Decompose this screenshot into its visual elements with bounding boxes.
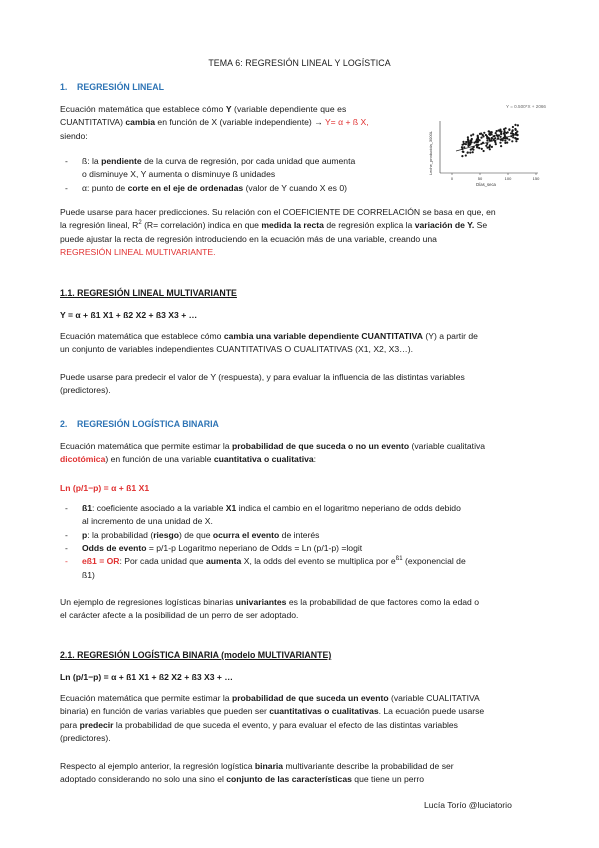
scatter-point	[504, 142, 506, 144]
list-item: - Odds de evento = p/1-p Logaritmo neperiano de Odds = Ln (p/1-p) =logit	[65, 542, 363, 553]
scatter-point	[472, 151, 474, 153]
scatter-point	[461, 155, 463, 157]
scatter-point	[512, 126, 514, 128]
list-item: - ß: la pendiente de la curva de regresión, por cada unidad que aumenta o disminuye X, Y aumenta o disminuye ß unidades	[65, 156, 356, 180]
scatter-point	[472, 133, 474, 135]
section-title: REGRESIÓN LINEAL	[77, 82, 164, 92]
scatter-point	[500, 133, 502, 135]
scatter-point	[479, 133, 481, 135]
section-2-1-paragraph: Ecuación matemática que permite estimar la probabilidad de que suceda un evento (variable CUALITATIVA binaria) en función de varias variables que pueden ser cuantitativas o cualitativas. La ecuación puede usarse para predecir la probabilidad de que suceda el evento, y para evaluar el efecto de las distintas variables (predictores).	[60, 693, 485, 743]
section-1-intro	[60, 103, 412, 143]
scatter-point	[495, 143, 497, 145]
section-2-1-paragraph-2: Respecto al ejemplo anterior, la regresión logística binaria multivariante describe la probabilidad de ser adoptado considerando no solo una sino el conjunto de las características que tiene un perro	[60, 761, 454, 785]
scatter-point	[465, 143, 467, 145]
author-footer: Lucía Torío @luciatorio	[424, 800, 512, 810]
scatter-point	[467, 151, 469, 153]
scatter-point	[500, 131, 502, 133]
section-2-example: Un ejemplo de regresiones logísticas binarias univariantes es la probabilidad de que factores como la edad o el carácter afecte a la posibilidad de un perro de ser adoptado.	[60, 597, 479, 621]
text-line: CUANTITATIVA) cambia en función de X (variable independiente) → Y= α + ß X,	[60, 117, 369, 128]
scatter-point	[486, 147, 488, 149]
section-1-1-heading: 1.1. REGRESIÓN LINEAL MULTIVARIANTE	[60, 288, 237, 298]
scatter-point	[491, 146, 493, 148]
scatter-point	[486, 143, 488, 145]
section-2-1-heading: 2.1. REGRESIÓN LOGÍSTICA BINARIA (modelo MULTIVARIANTE)	[60, 650, 332, 660]
scatter-point	[511, 140, 513, 142]
scatter-point	[462, 141, 464, 143]
document-title: TEMA 6: REGRESIÓN LINEAL Y LOGÍSTICA	[208, 58, 391, 68]
scatter-plot-figure	[420, 101, 552, 193]
scatter-point	[472, 149, 474, 151]
x-tick-label: 100	[504, 176, 512, 181]
list-item: - eß1 = OR: Por cada unidad que aumenta X, la odds del evento se multiplica por $e^{ß1}$ (exponencial de ß1)	[65, 556, 466, 580]
scatter-point	[498, 129, 500, 131]
scatter-point	[471, 138, 473, 140]
scatter-point	[515, 140, 517, 142]
section-1-heading	[60, 81, 164, 95]
scatter-point	[512, 136, 514, 138]
scatter-point	[489, 139, 491, 141]
section-1-paragraph: Puede usarse para hacer predicciones. Su relación con el COEFICIENTE DE CORRELACIÓN se basa en que, en la regresión lineal, $R^2$ (R= correlación) indica en que medida la recta de regresión explica la variación de Y. Se puede ajustar la recta de regresión introduciendo en la ecuación más de una variable, creando una REGRESIÓN LINEAL MULTIVARIANTE.	[60, 206, 542, 259]
scatter-point	[483, 150, 485, 152]
scatter-point	[463, 146, 465, 148]
scatter-point	[489, 134, 491, 136]
scatter-point	[504, 140, 506, 142]
scatter-point	[462, 151, 464, 153]
scatter-point	[508, 128, 510, 130]
x-tick-label: 150	[532, 176, 540, 181]
section-number: 2.	[60, 419, 68, 429]
scatter-point	[514, 124, 516, 126]
highlighted-term: REGRESIÓN LINEAL MULTIVARIANTE.	[60, 246, 216, 257]
text-line: Ecuación matemática que establece cómo Y (variable dependiente que es	[60, 104, 347, 114]
scatter-point	[503, 132, 505, 134]
scatter-point	[508, 139, 510, 141]
scatter-point	[469, 152, 471, 154]
section-1-1-paragraph-2: Puede usarse para predecir el valor de Y (respuesta), y para evaluar la influencia de las distintas variables (predictores).	[60, 372, 465, 396]
scatter-point	[492, 135, 494, 137]
scatter-point	[489, 144, 491, 146]
scatter-point	[470, 149, 472, 151]
scatter-point	[514, 128, 516, 130]
scatter-point	[465, 154, 467, 156]
scatter-point	[483, 132, 485, 134]
section-1-bullets	[60, 155, 420, 195]
list-item: - ß1: coeficiente asociado a la variable X1 indica el cambio en el logaritmo neperiano de odds debido al incremento de una unidad de X.	[65, 503, 461, 527]
section-2-paragraph: Ecuación matemática que permite estimar la probabilidad de que suceda o no un evento (variable cualitativa dicotómica) en función de una variable cuantitativa o cualitativa:	[60, 441, 486, 465]
scatter-point	[496, 130, 498, 132]
scatter-point	[510, 132, 512, 134]
list-item: - α: punto de corte en el eje de ordenadas (valor de Y cuando X es 0)	[65, 182, 348, 193]
scatter-point	[507, 131, 509, 133]
multivariate-formula: Y = α + ß1 X1 + ß2 X2 + ß3 X3 + …	[60, 310, 198, 320]
section-title: REGRESIÓN LOGÍSTICA BINARIA	[77, 419, 219, 429]
section-1-1-paragraph: Ecuación matemática que establece cómo cambia una variable dependiente CUANTITATIVA (Y) a partir de un conjunto de variables independientes CUANTITATIVAS O CUALITATIVAS (X1, X2, X3…).	[60, 331, 478, 355]
scatter-point	[488, 130, 490, 132]
logistic-formula: Ln (p/1−p) = α + ß1 X1	[60, 483, 150, 493]
scatter-point	[498, 134, 500, 136]
scatter-point	[491, 137, 493, 139]
scatter-point	[486, 137, 488, 139]
scatter-point	[486, 139, 488, 141]
list-item: - p: la probabilidad (riesgo) de que ocurra el evento de interés	[65, 529, 320, 540]
scatter-point	[500, 145, 502, 147]
scatter-point	[502, 139, 504, 141]
scatter-point	[517, 124, 519, 126]
scatter-point	[470, 134, 472, 136]
x-tick-label: 0	[450, 176, 454, 181]
scatter-point	[489, 148, 491, 150]
scatter-point	[468, 144, 470, 146]
x-axis-label: Días_seca	[476, 182, 496, 187]
scatter-point	[494, 141, 496, 143]
scatter-point	[495, 132, 497, 134]
scatter-plot-svg	[420, 101, 552, 193]
text-line: siendo:	[60, 130, 88, 141]
scatter-point	[465, 141, 467, 143]
scatter-point	[480, 137, 482, 139]
scatter-point	[477, 138, 479, 140]
scatter-point	[496, 134, 498, 136]
scatter-point	[481, 148, 483, 150]
regression-equation: Y = 0.500*X + 2066	[505, 104, 546, 109]
scatter-point	[499, 142, 501, 144]
scatter-point	[462, 144, 464, 146]
scatter-points	[461, 124, 519, 157]
section-number: 1.	[60, 82, 68, 92]
scatter-point	[511, 130, 513, 132]
x-tick-label: 50	[477, 176, 483, 181]
scatter-point	[500, 136, 502, 138]
scatter-point	[505, 127, 507, 129]
y-axis-label: Leche_producida_3000L	[428, 130, 433, 176]
scatter-point	[515, 138, 517, 140]
section-2-heading	[60, 418, 219, 432]
scatter-point	[470, 141, 472, 143]
scatter-point	[485, 134, 487, 136]
scatter-point	[485, 145, 487, 147]
scatter-point	[467, 136, 469, 138]
section-2-bullets	[60, 502, 542, 582]
linear-formula: Y= α + ß X,	[324, 117, 369, 128]
scatter-point	[482, 135, 484, 137]
scatter-point	[476, 146, 478, 148]
multivariate-logistic-formula: Ln (p/1−p) = α + ß1 X1 + ß2 X2 + ß3 X3 + …	[60, 672, 233, 682]
